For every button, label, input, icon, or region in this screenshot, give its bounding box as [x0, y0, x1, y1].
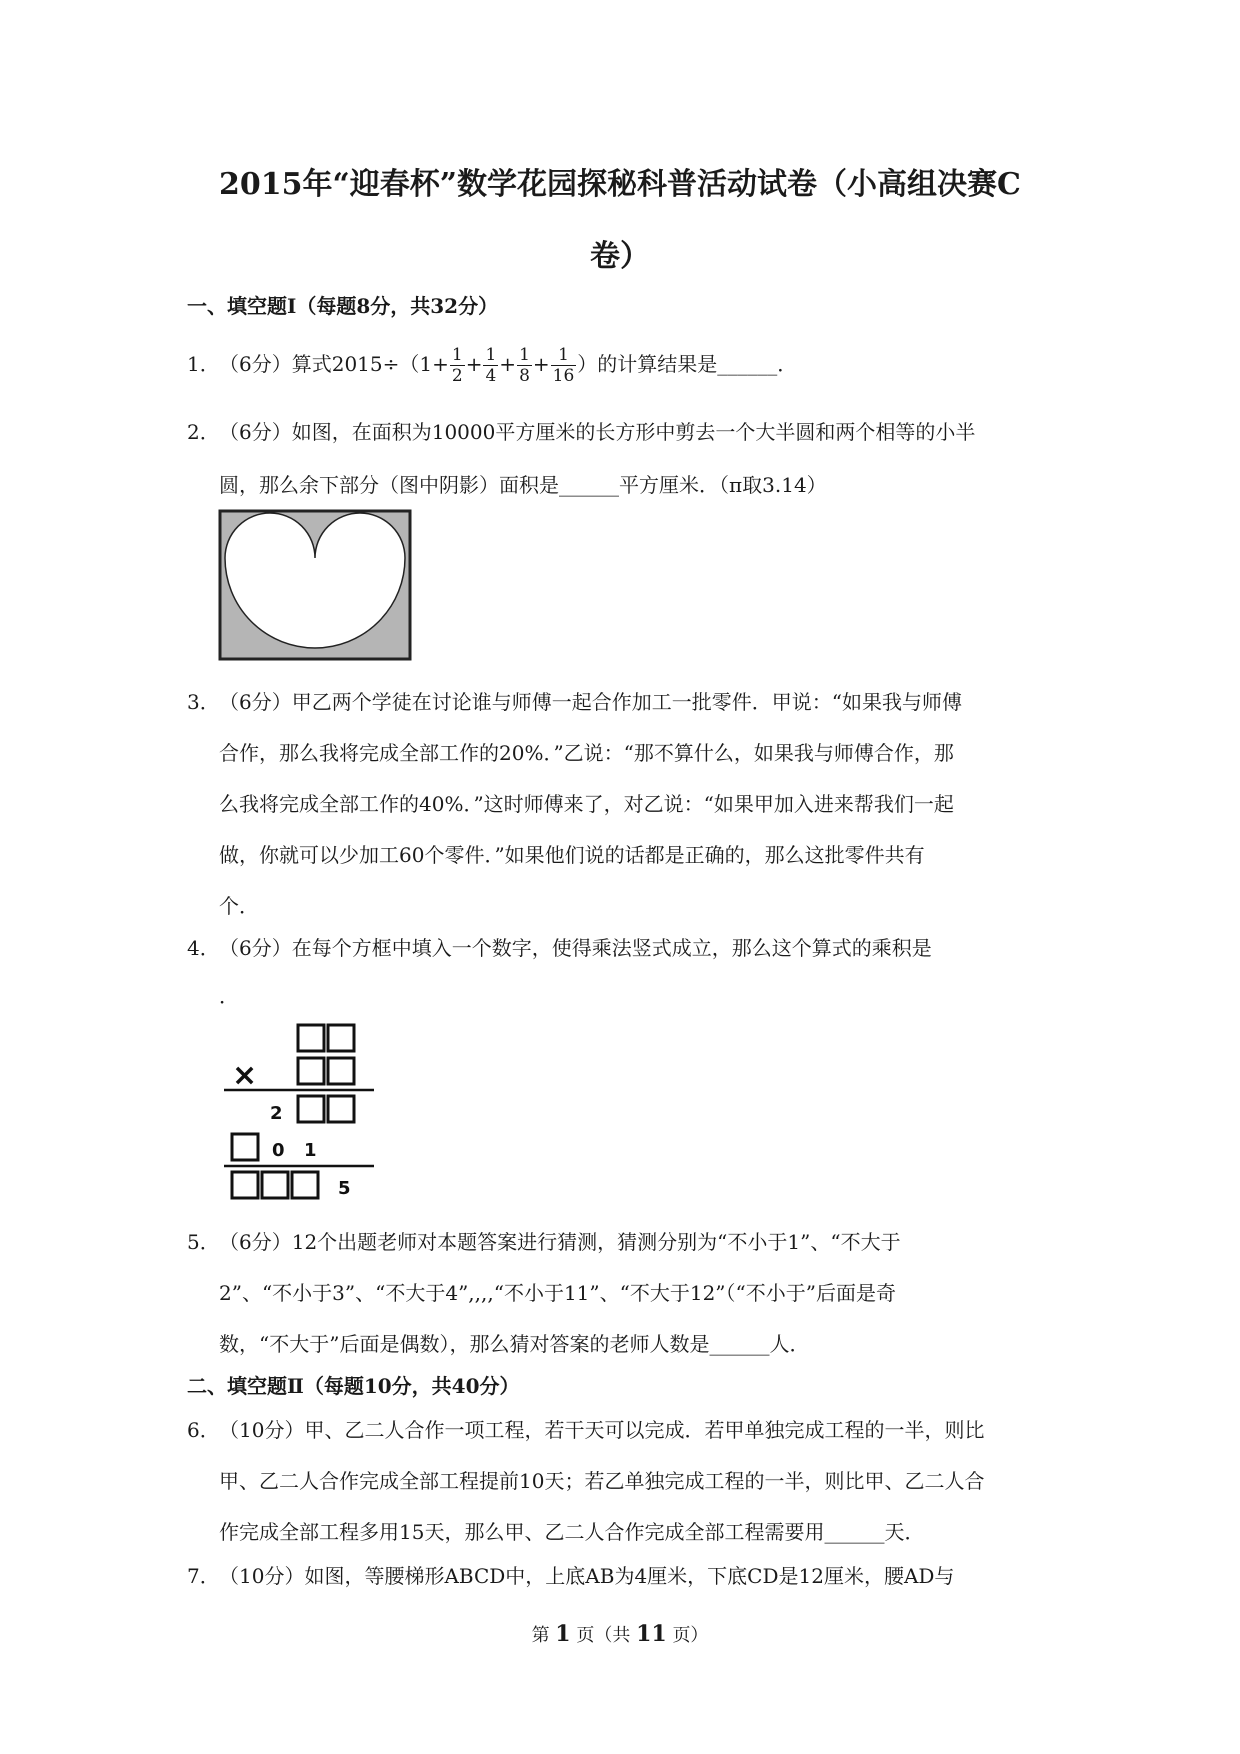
q3-text: （6分）甲乙两个学徒在讨论谁与师傅一起合作加工一批零件．甲说：“如果我与师傅 — [219, 690, 962, 714]
digit-box — [292, 1172, 318, 1198]
q2-text: （6分）如图，在面积为10000平方厘米的长方形中剪去一个大半圆和两个相等的小半 — [219, 420, 976, 444]
digit-box — [328, 1025, 354, 1051]
q1-suffix: ）的计算结果是______． — [577, 352, 798, 376]
heart-figure — [219, 510, 411, 660]
section-heading-1: 一、填空题Ⅰ（每题8分，共32分） — [187, 294, 499, 318]
question-4-line1 — [187, 934, 932, 962]
question-number: 4． — [187, 936, 220, 960]
q4-text: （6分）在每个方框中填入一个数字，使得乘法竖式成立，那么这个算式的乘积是 — [219, 936, 932, 960]
question-number: 2． — [187, 420, 220, 444]
question-2-line2: 圆，那么余下部分（图中阴影）面积是______平方厘米．（π取3.14） — [219, 473, 827, 497]
footer-mid: 页（共 — [576, 1625, 631, 1646]
fraction: $\frac{1}{2}$ — [451, 345, 463, 386]
question-5-line2: 2”、“不小于3”、“不大于4”,,,,“不小于11”、“不大于12”（“不小于”后面是奇 — [219, 1281, 896, 1305]
digit-box — [328, 1058, 354, 1084]
digit-box — [262, 1172, 288, 1198]
total-pages: 11 — [636, 1621, 667, 1647]
question-5-line1 — [187, 1228, 901, 1256]
footer-post: 页） — [672, 1625, 709, 1646]
digit-box — [298, 1058, 324, 1084]
digit-box — [232, 1134, 258, 1160]
fraction: $\frac{1}{16}$ — [552, 345, 575, 386]
question-7-line1 — [187, 1562, 954, 1590]
question-4-line2: ． — [219, 984, 239, 1008]
question-3-line1 — [187, 688, 962, 716]
q5-text: （6分）12个出题老师对本题答案进行猜测，猜测分别为“不小于1”、“不大于 — [219, 1230, 901, 1254]
question-number: 5． — [187, 1230, 220, 1254]
multiplication-puzzle-figure — [220, 1022, 380, 1202]
question-1 — [187, 340, 797, 388]
question-3-line3: 么我将完成全部工作的40%．”这时师傅来了，对乙说：“如果甲加入进来帮我们一起 — [219, 792, 954, 816]
plus-sign: + — [465, 352, 483, 376]
question-6-line2: 甲、乙二人合作完成全部工程提前10天；若乙单独完成工程的一半，则比甲、乙二人合 — [219, 1469, 985, 1493]
digit-0: 0 — [272, 1140, 285, 1161]
section-heading-2: 二、填空题Ⅱ（每题10分，共40分） — [187, 1374, 520, 1398]
paper-title-line2: 卷） — [590, 239, 650, 274]
question-5-line3: 数，“不大于”后面是偶数），那么猜对答案的老师人数是______人． — [219, 1332, 810, 1356]
digit-box — [328, 1096, 354, 1122]
page-footer — [0, 1621, 1240, 1647]
digit-5: 5 — [338, 1178, 351, 1199]
question-number: 1． — [187, 352, 220, 376]
fraction: $\frac{1}{8}$ — [519, 345, 530, 386]
question-3-line5: 个． — [219, 894, 259, 918]
plus-sign: + — [499, 352, 517, 376]
question-number: 7． — [187, 1564, 220, 1588]
digit-2: 2 — [270, 1103, 283, 1124]
question-3-line2: 合作，那么我将完成全部工作的20%．”乙说：“那不算什么，如果我与师傅合作，那 — [219, 741, 954, 765]
paper-title-line1: 2015年“迎春杯”数学花园探秘科普活动试卷（小高组决赛C — [219, 167, 1021, 202]
digit-1: 1 — [304, 1140, 317, 1161]
footer-pre: 第 — [531, 1625, 550, 1646]
question-number: 3． — [187, 690, 220, 714]
q7-text: （10分）如图，等腰梯形ABCD中，上底AB为4厘米，下底CD是12厘米，腰AD与 — [219, 1564, 955, 1588]
question-6-line1 — [187, 1416, 984, 1444]
page-number: 1 — [555, 1621, 571, 1647]
digit-box — [298, 1096, 324, 1122]
question-2-line1 — [187, 418, 975, 446]
digit-box — [298, 1025, 324, 1051]
plus-sign: + — [532, 352, 550, 376]
fraction: $\frac{1}{4}$ — [485, 345, 497, 386]
times-sign: × — [232, 1058, 258, 1093]
q6-text: （10分）甲、乙二人合作一项工程，若干天可以完成．若甲单独完成工程的一半，则比 — [219, 1418, 985, 1442]
question-3-line4: 做，你就可以少加工60个零件．”如果他们说的话都是正确的，那么这批零件共有 — [219, 843, 925, 867]
q1-prefix: （6分）算式2015÷（1+ — [219, 352, 449, 376]
question-number: 6． — [187, 1418, 220, 1442]
digit-box — [232, 1172, 258, 1198]
question-6-line3: 作完成全部工程多用15天，那么甲、乙二人合作完成全部工程需要用______天． — [219, 1520, 925, 1544]
